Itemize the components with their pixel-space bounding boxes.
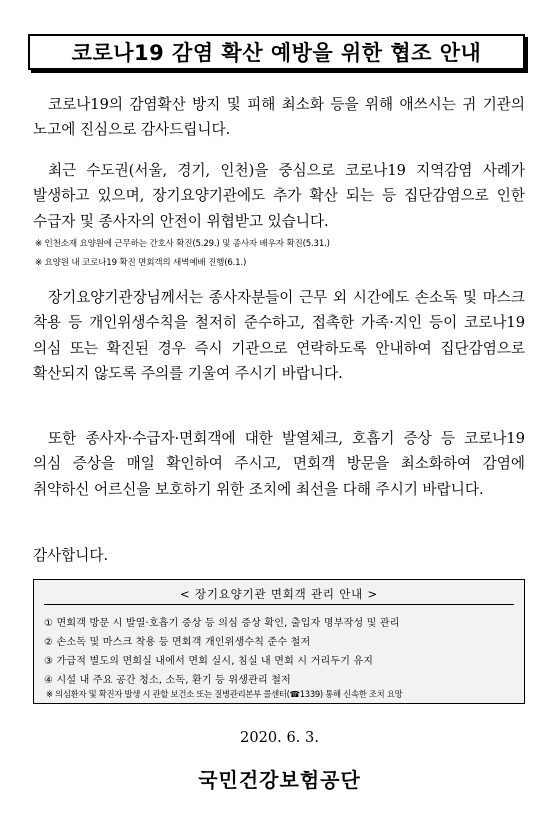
guide-item: ① 면회객 방문 시 발열·호흡기 증상 등 의심 증상 확인, 출입자 명부작성 및 관리 [44, 618, 400, 629]
paragraph-text: 또한 종사자·수급자·면회객에 대한 발열체크, 호흡기 증상 등 코로나19 의심 증상을 매일 확인하여 주시고, 면회객 방문을 최소화하여 감염에 취약하신 어르신을 보호하기 위한 조치에 최선을 다해 주시기 바랍니다. [33, 430, 525, 498]
document-date: 2020. 6. 3. [240, 729, 319, 746]
paragraph-situation [33, 158, 525, 234]
organization-name: 국민건강보험공단 [198, 768, 361, 792]
note-nurse-confirmed: ※ 인천소재 요양원에 근무하는 간호사 확진(5.29.) 및 종사자 배우자 확진(5.31.) [35, 239, 330, 249]
guide-item: ③ 가급적 별도의 면회실 내에서 면회 실시, 침실 내 면회 시 거리두기 유지 [44, 656, 374, 667]
guide-title: < 장기요양기관 면회객 관리 안내 > [180, 587, 378, 601]
paragraph-greeting [33, 92, 525, 143]
paragraph-request [33, 285, 525, 387]
paragraph-text: 최근 수도권(서울, 경기, 인천)을 중심으로 코로나19 지역감염 사례가 발생하고 있으며, 장기요양기관에도 추가 확산 되는 등 집단감염으로 인한 수급자 및 종사자의 안전이 위협받고 있습니다. [33, 162, 525, 230]
closing-thanks: 감사합니다. [33, 547, 109, 564]
paragraph-text: 코로나19의 감염확산 방지 및 피해 최소화 등을 위해 애쓰시는 귀 기관의 노고에 진심으로 감사드립니다. [33, 96, 525, 139]
guide-item: ④ 시설 내 주요 공간 청소, 소독, 환기 등 위생관리 철저 [44, 675, 291, 686]
paragraph-check [33, 426, 525, 502]
document-title: 코로나19 감염 확산 예방을 위한 협조 안내 [71, 41, 482, 65]
note-visitor-worship: ※ 요양원 내 코로나19 확진 면회객의 새벽예배 진행(6.1.) [35, 258, 247, 268]
visitor-guide-box [33, 579, 525, 704]
guide-divider [44, 604, 514, 605]
guide-item: ② 손소독 및 마스크 착용 등 면회객 개인위생수칙 준수 철저 [44, 637, 311, 648]
paragraph-text: 장기요양기관장님께서는 종사자분들이 근무 외 시간에도 손소독 및 마스크 착용 등 개인위생수칙을 철저히 준수하고, 접촉한 가족·지인 등이 코로나19 의심 또는 확진된 경우 즉시 기관으로 연락하도록 안내하여 집단감염으로 확산되지 않도록 주의를 기울여 주시기 바랍니다. [33, 289, 525, 383]
guide-note: ※ 의심환자 및 확진자 발생 시 관할 보건소 또는 질병관리본부 콜센터(☎1339) 통해 신속한 조치 요망 [46, 689, 403, 699]
title-box [28, 34, 525, 70]
